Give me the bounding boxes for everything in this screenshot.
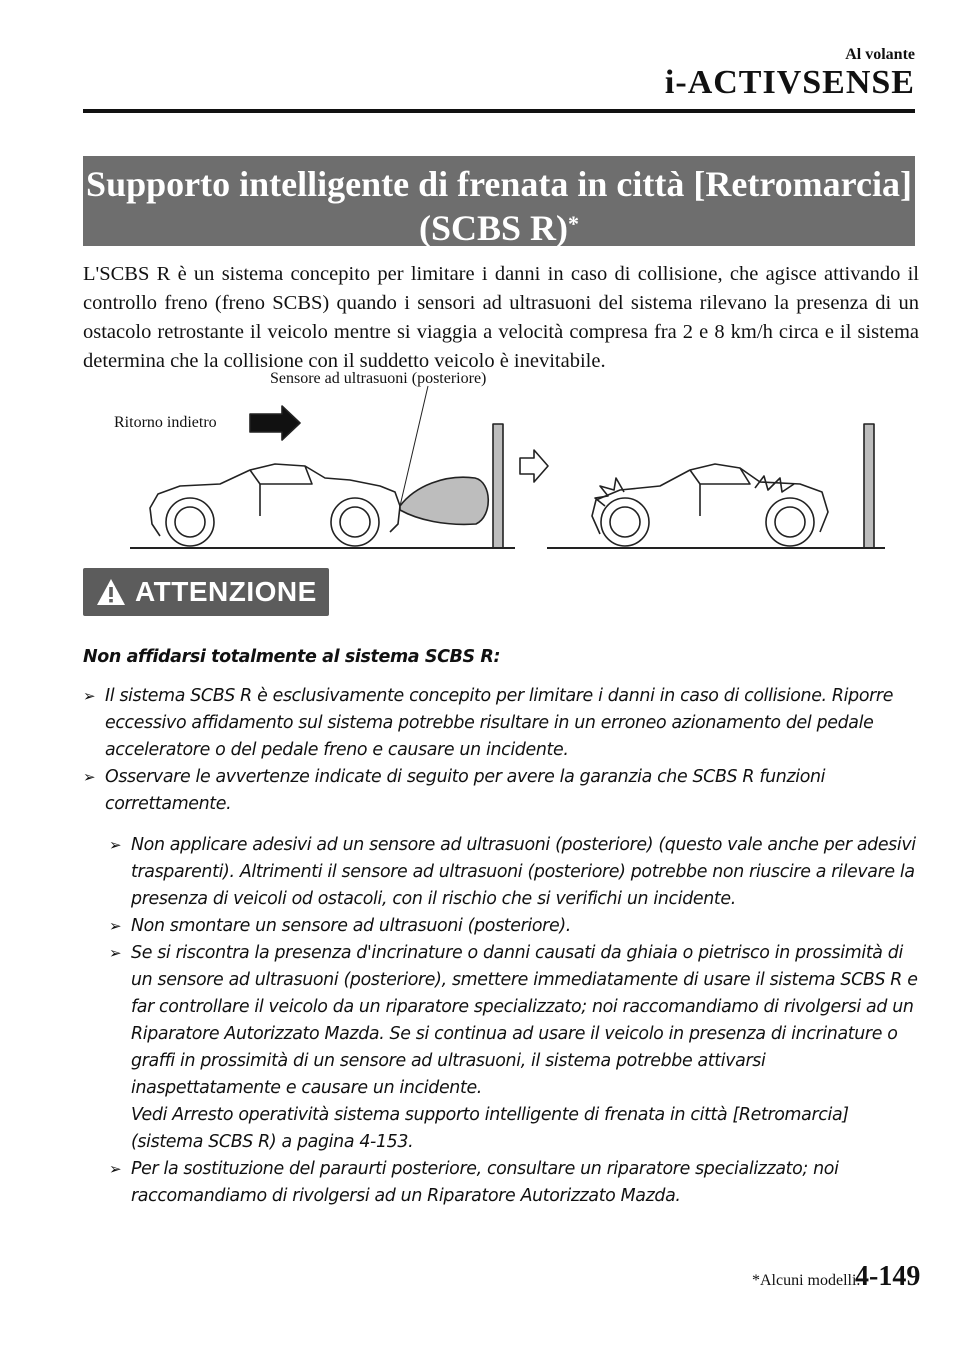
warning-badge [83, 568, 329, 616]
warning-badge-label: ATTENZIONE [135, 576, 317, 607]
section-heading-box [83, 156, 915, 246]
heading-line-1: Supporto intelligente di frenata in città [Retromarcia] [86, 164, 912, 204]
list-item [109, 832, 919, 913]
warning-icon [95, 577, 127, 607]
rear-sensor-diagram [100, 366, 890, 561]
list-item-text: Se si riscontra la presenza d'incrinature o danni causati da ghiaia o pietrisco in prossimità di un sensore ad ultrasuoni (posteriore), smettere immediatamente di usare il sistema SCBS R e far controllare il veicolo da un riparatore specializzato; noi raccomandiamo di rivolgersi ad un Riparatore Autorizzato Mazda. Se si continua ad usare il veicolo in presenza di incrinature o graffi in prossimità di un sensore ad ultrasuoni, il sistema potrebbe attivarsi inaspettatamente e causare un incidente. [131, 943, 918, 1098]
arrow-bullet-icon: ➢ [109, 917, 122, 935]
list-item-text: Non smontare un sensore ad ultrasuoni (posteriore). [131, 916, 571, 936]
arrow-bullet-icon: ➢ [109, 836, 122, 854]
arrow-bullet-icon: ➢ [109, 944, 122, 962]
arrow-bullet-icon: ➢ [83, 687, 96, 705]
warning-list [83, 683, 919, 1210]
heading-line-2 [419, 208, 579, 248]
header-rule [83, 109, 915, 113]
list-item [83, 764, 919, 818]
reverse-label: Ritorno indietro [114, 414, 217, 431]
list-item-text: Non applicare adesivi ad un sensore ad ultrasuoni (posteriore) (questo vale anche per adesivi trasparenti). Altrimenti il sensore ad ultrasuoni (posteriore) potrebbe non riuscire a rilevare la presenza di veicoli od ostacoli, con il rischio che si verifichi un incidente. [131, 835, 916, 909]
list-item [83, 683, 919, 764]
list-item [109, 940, 919, 1156]
reference-text: Vedi Arresto operatività sistema supporto intelligente di frenata in città [Retromarcia] (sistema SCBS R) a pagina 4-153. [131, 1105, 849, 1152]
list-item [109, 913, 919, 940]
chapter-title: i-ACTIVSENSE [664, 64, 915, 101]
footnote: *Alcuni modelli. [752, 1272, 861, 1289]
heading-line-2-text: (SCBS R) [418, 208, 569, 248]
page-number: 4-149 [855, 1261, 921, 1292]
warning-sublist [109, 832, 919, 1210]
list-item [109, 1156, 919, 1210]
section-title: Al volante [845, 46, 915, 63]
sensor-label: Sensore ad ultrasuoni (posteriore) [270, 370, 487, 387]
diagram-illustration [100, 366, 890, 556]
list-item-text: Il sistema SCBS R è esclusivamente concepito per limitare i danni in caso di collisione. Riporre eccessivo affidamento sul sistema potrebbe risultare in un erroneo azionamento del pedale acceleratore o del pedale freno e causare un incidente. [105, 686, 894, 760]
list-item-text: Osservare le avvertenze indicate di seguito per avere la garanzia che SCBS R funzioni correttamente. [105, 767, 826, 814]
arrow-bullet-icon: ➢ [109, 1160, 122, 1178]
list-item-text: Per la sostituzione del paraurti posteriore, consultare un riparatore specializzato; noi raccomandiamo di rivolgersi ad un Riparatore Autorizzato Mazda. [131, 1159, 839, 1206]
intro-paragraph: L'SCBS R è un sistema concepito per limitare i danni in caso di collisione, che agisce attivando il controllo freno (freno SCBS) quando i sensori ad ultrasuoni del sistema rilevano la presenza di un ostacolo retrostante il veicolo mentre si viaggia a velocità compresa fra 2 e 8 km/h circa e il sistema determina che la collisione con il suddetto veicolo è inevitabile. [83, 263, 919, 372]
warning-heading: Non affidarsi totalmente al sistema SCBS R: [83, 647, 501, 667]
heading-footnote-marker: * [568, 211, 580, 236]
arrow-bullet-icon: ➢ [83, 768, 96, 786]
